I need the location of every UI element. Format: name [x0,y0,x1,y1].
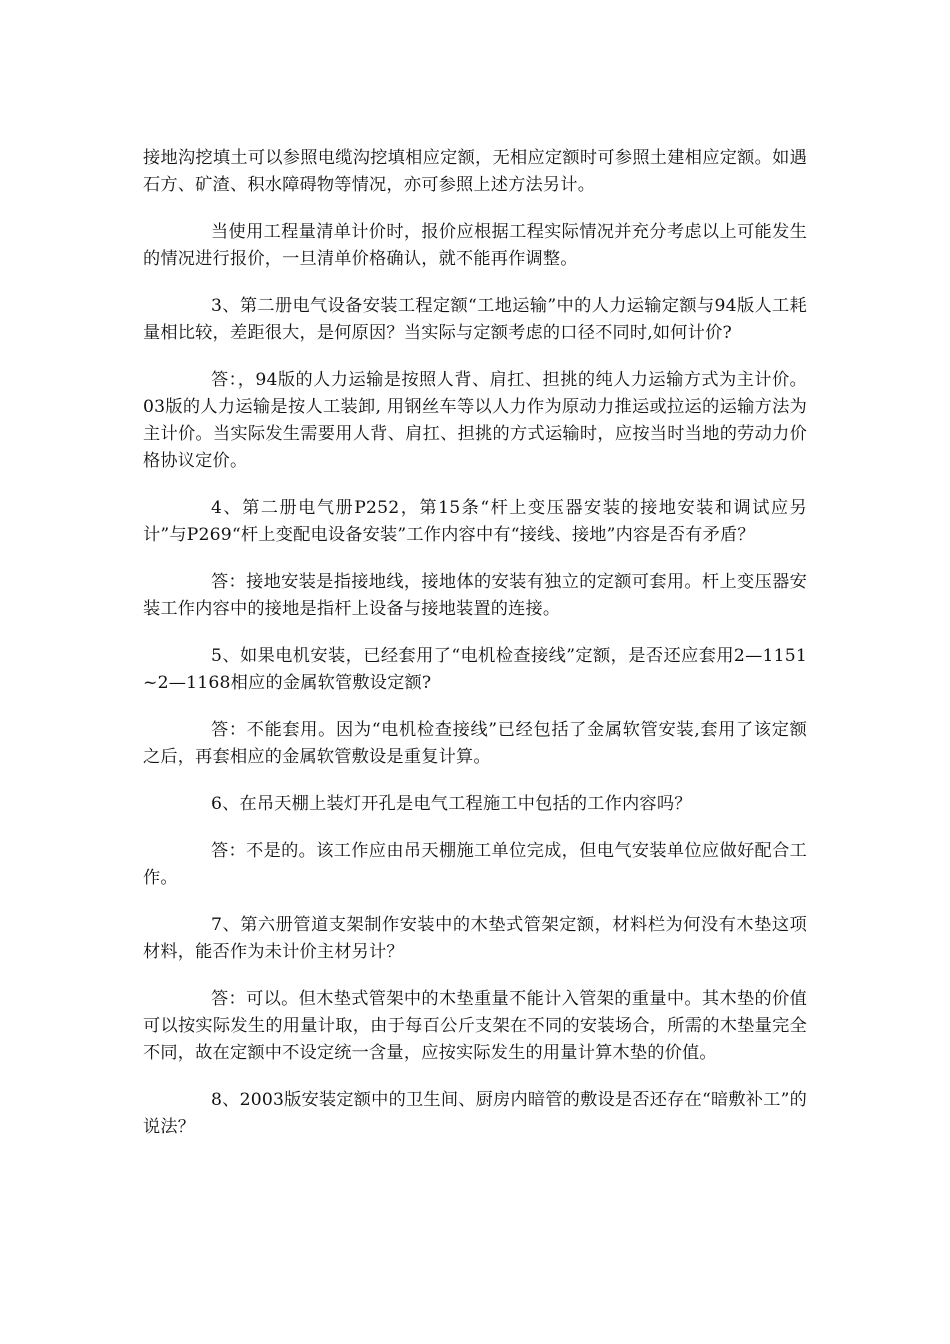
question-5: 5、如果电机安装，已经套用了“电机检查接线”定额，是否还应套用2—1151~2—1168相应的金属软管敷设定额? [143,646,807,693]
question-4: 4、第二册电气册P252，第15条“杆上变压器安装的接地安装和调试应另计”与P269“杆上变配电设备安装”工作内容中有“接线、接地”内容是否有矛盾？ [143,498,807,545]
paragraph: 接地沟挖填土可以参照电缆沟挖填相应定额，无相应定额时可参照土建相应定额。如遇石方、矿渣、积水障碍物等情况，亦可参照上述方法另计。 [143,148,807,195]
question-3: 3、第二册电气设备安装工程定额“工地运输”中的人力运输定额与94版人工耗量相比较，差距很大，是何原因？当实际与定额考虑的口径不同时,如何计价? [143,296,807,343]
answer-7: 答：可以。但木垫式管架中的木垫重量不能计入管架的重量中。其木垫的价值可以按实际发生的用量计取，由于每百公斤支架在不同的安装场合，所需的木垫量完全不同，故在定额中不设定统一含量，应按实际发生的用量计算木垫的价值。 [143,989,807,1063]
answer-4: 答：接地安装是指接地线，接地体的安装有独立的定额可套用。杆上变压器安装工作内容中的接地是指杆上设备与接地装置的连接。 [143,572,807,619]
document-page [143,145,807,1161]
paragraph: 当使用工程量清单计价时，报价应根据工程实际情况并充分考虑以上可能发生的情况进行报价，一旦清单价格确认，就不能再作调整。 [143,222,807,269]
answer-5: 答：不能套用。因为“电机检查接线”已经包括了金属软管安装,套用了该定额之后，再套相应的金属软管敷设是重复计算。 [143,720,807,767]
question-8: 8、2003版安装定额中的卫生间、厨房内暗管的敷设是否还存在“暗敷补工”的说法？ [143,1090,807,1137]
question-6: 6、在吊天棚上装灯开孔是电气工程施工中包括的工作内容吗？ [211,794,692,814]
answer-6: 答：不是的。该工作应由吊天棚施工单位完成，但电气安装单位应做好配合工作。 [143,841,807,888]
answer-3: 答：，94版的人力运输是按照人背、肩扛、担挑的纯人力运输方式为主计价。03版的人力运输是按人工装卸, 用钢丝车等以人力作为原动力推运或拉运的运输方法为主计价。当实际发生需要用人背、肩扛、担挑的方式运输时，应按当时当地的劳动力价格协议定价。 [143,370,807,471]
question-7: 7、第六册管道支架制作安装中的木垫式管架定额，材料栏为何没有木垫这项材料，能否作为未计价主材另计？ [143,915,807,962]
